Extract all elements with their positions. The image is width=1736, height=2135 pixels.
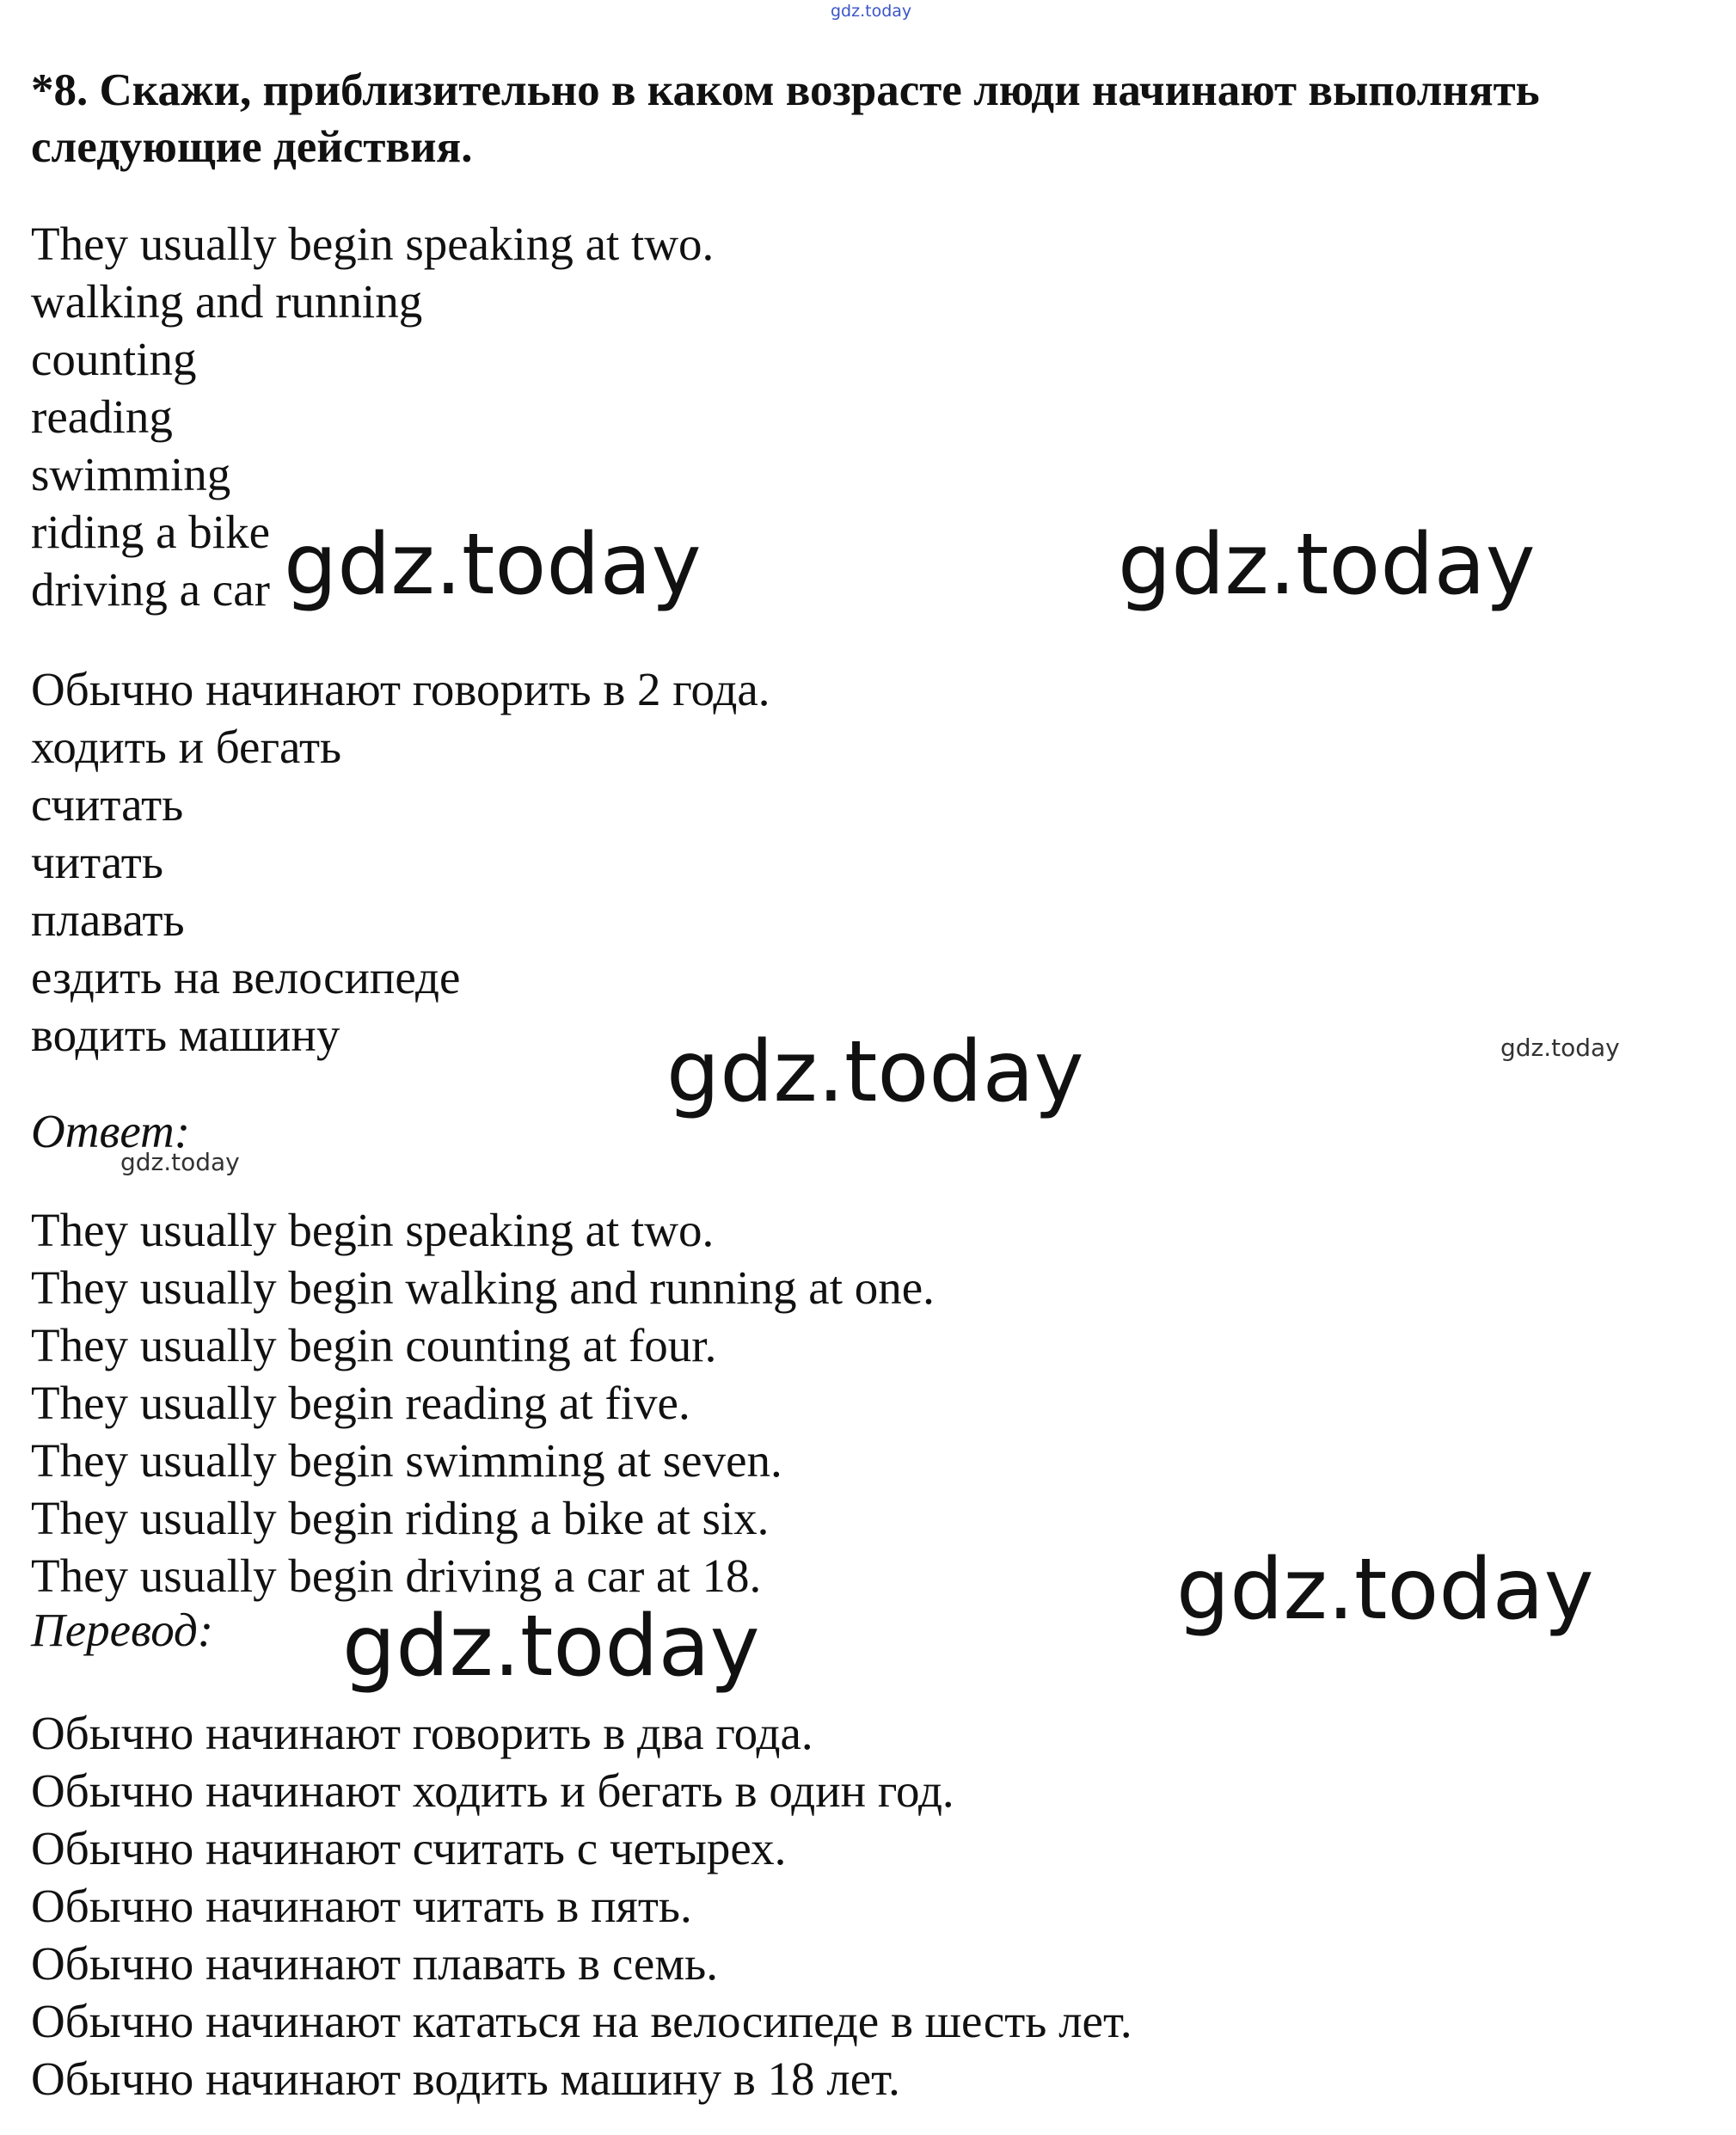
list-item: ездить на велосипеде xyxy=(31,951,461,1003)
watermark: gdz.today xyxy=(1500,1034,1620,1062)
watermark: gdz.today xyxy=(1176,1541,1594,1639)
list-item: They usually begin driving a car at 18. xyxy=(31,1549,762,1602)
list-item: swimming xyxy=(31,448,231,500)
list-item: They usually begin counting at four. xyxy=(31,1319,717,1371)
list-item: Обычно начинают водить машину в 18 лет. xyxy=(31,2052,900,2105)
answer-list xyxy=(31,1201,935,1604)
answer-label: Ответ: xyxy=(31,1105,191,1157)
list-item: читать xyxy=(31,836,163,888)
watermark: gdz.today xyxy=(284,516,702,614)
list-item: Обычно начинают плавать в семь. xyxy=(31,1937,718,1990)
translation-list xyxy=(31,1704,1132,2107)
list-item: They usually begin swimming at seven. xyxy=(31,1434,782,1487)
watermark: gdz.today xyxy=(120,1148,240,1176)
list-item: driving a car xyxy=(31,563,270,616)
list-item: Обычно начинают говорить в два года. xyxy=(31,1707,813,1759)
list-item: Обычно начинают ходить и бегать в один год. xyxy=(31,1764,954,1817)
list-item: They usually begin reading at five. xyxy=(31,1377,690,1429)
list-item: counting xyxy=(31,333,197,385)
list-item: Обычно начинают кататься на велосипеде в шесть лет. xyxy=(31,1995,1132,2047)
list-item: ходить и бегать xyxy=(31,721,342,773)
list-item: Обычно начинают считать с четырех. xyxy=(31,1822,787,1874)
list-item: reading xyxy=(31,390,173,443)
translation-label: Перевод: xyxy=(31,1604,214,1656)
list-item: They usually begin walking and running at one. xyxy=(31,1261,935,1314)
list-item: плавать xyxy=(31,893,185,946)
list-item: считать xyxy=(31,778,184,831)
watermark: gdz.today xyxy=(342,1598,760,1696)
list-item: Обычно начинают читать в пять. xyxy=(31,1880,692,1932)
list-item: водить машину xyxy=(31,1009,340,1061)
exercise-title: *8. Скажи, приблизительно в каком возрасте люди начинают выполнять следующие действия. xyxy=(31,65,1540,172)
watermark: gdz.today xyxy=(1118,516,1536,614)
list-item: Обычно начинают говорить в 2 года. xyxy=(31,663,770,715)
list-item: They usually begin riding a bike at six. xyxy=(31,1492,770,1544)
list-item: riding a bike xyxy=(31,506,270,558)
watermark-top: gdz.today xyxy=(831,2,912,21)
task-russian-list xyxy=(31,660,770,1064)
watermark: gdz.today xyxy=(666,1023,1084,1121)
list-item: They usually begin speaking at two. xyxy=(31,1204,715,1256)
list-item: walking and running xyxy=(31,275,423,328)
list-item: They usually begin speaking at two. xyxy=(31,218,715,270)
